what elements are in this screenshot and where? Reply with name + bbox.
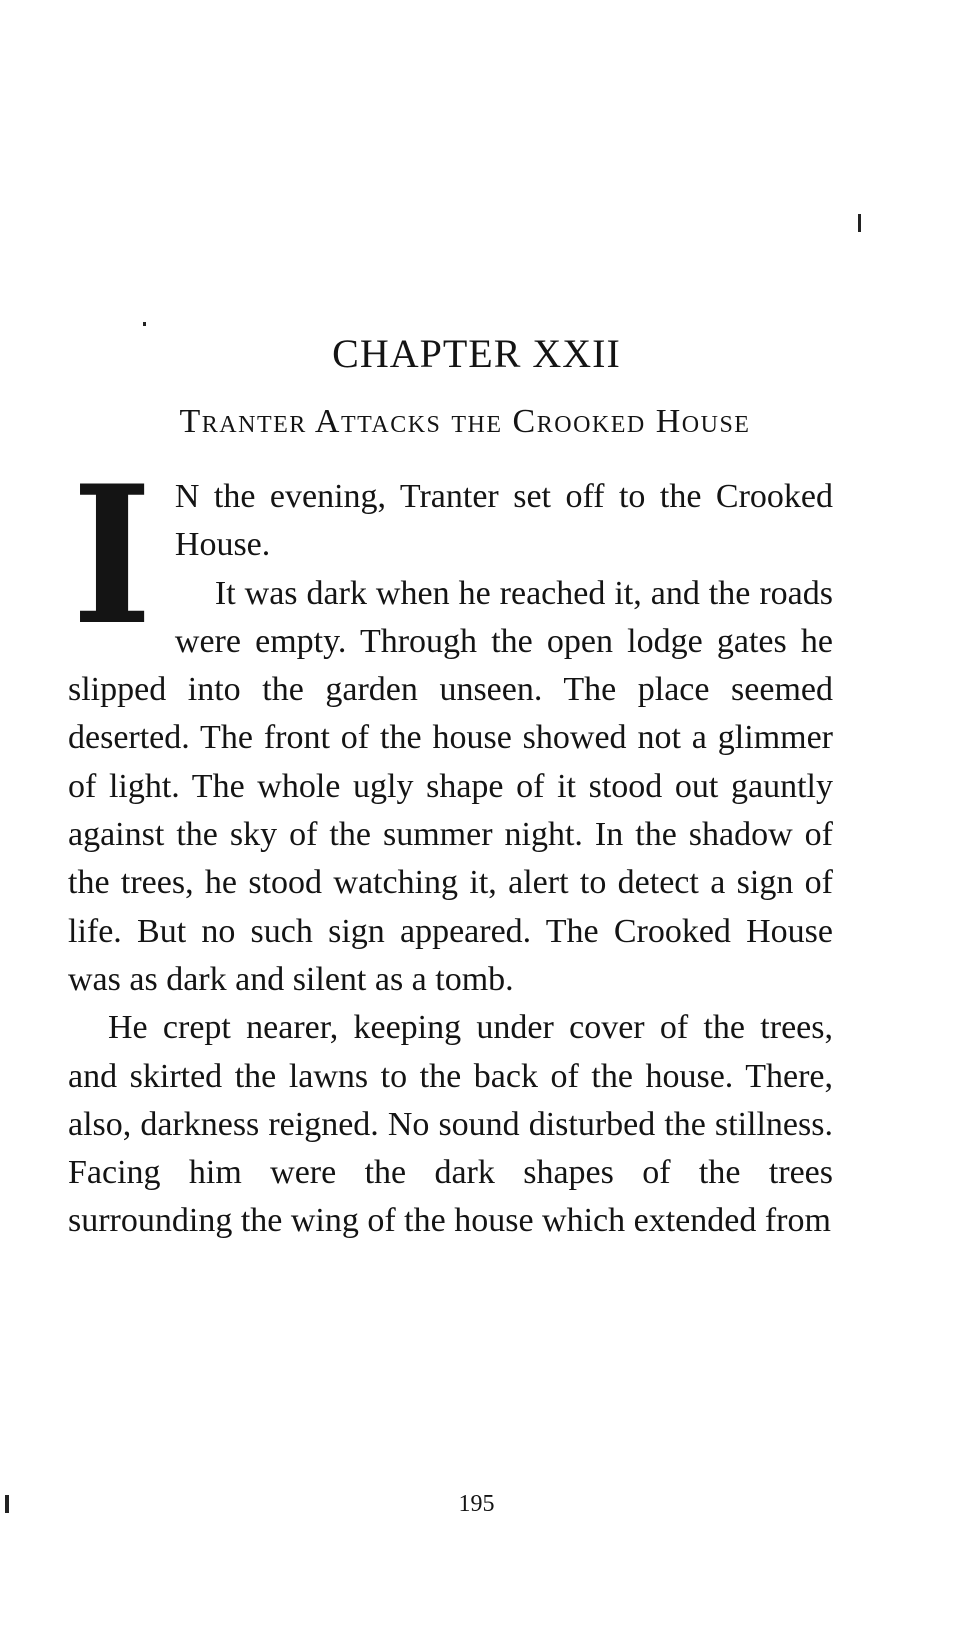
drop-cap: I [72,444,153,667]
paragraph-2: It was dark when he reached it, and the roads were empty. Through the open lodge gates he slipped into the garden unseen. The place seemed deserted. The front of the house showed not a glimmer of light. The whole ugly shape of it stood out gauntly against the sky of the summer night. In the shadow of the trees, he stood watching it, alert to detect a sign of life. But no such sign appeared. The Crooked House was as dark and silent as a tomb. [68,574,833,998]
chapter-number: CHAPTER XXII [332,331,621,376]
paragraph-1 [68,444,833,667]
page-number: 195 [458,1491,495,1517]
chapter-title: Tranter Attacks the Crooked House [179,403,751,440]
paragraph-3: He crept nearer, keeping under cover of the trees, and skirted the lawns to the back of the house. There, also, darkness reigned. No sound disturbed the stillness. Facing him were the dark shapes of the trees surrounding the wing of the house which extended from [68,1009,833,1240]
print-speck [143,322,146,326]
print-speck [858,214,861,232]
paragraph-1-text: N the evening, Tranter set off to the Crooked House. [174,478,833,564]
chapter-body [68,444,833,1246]
